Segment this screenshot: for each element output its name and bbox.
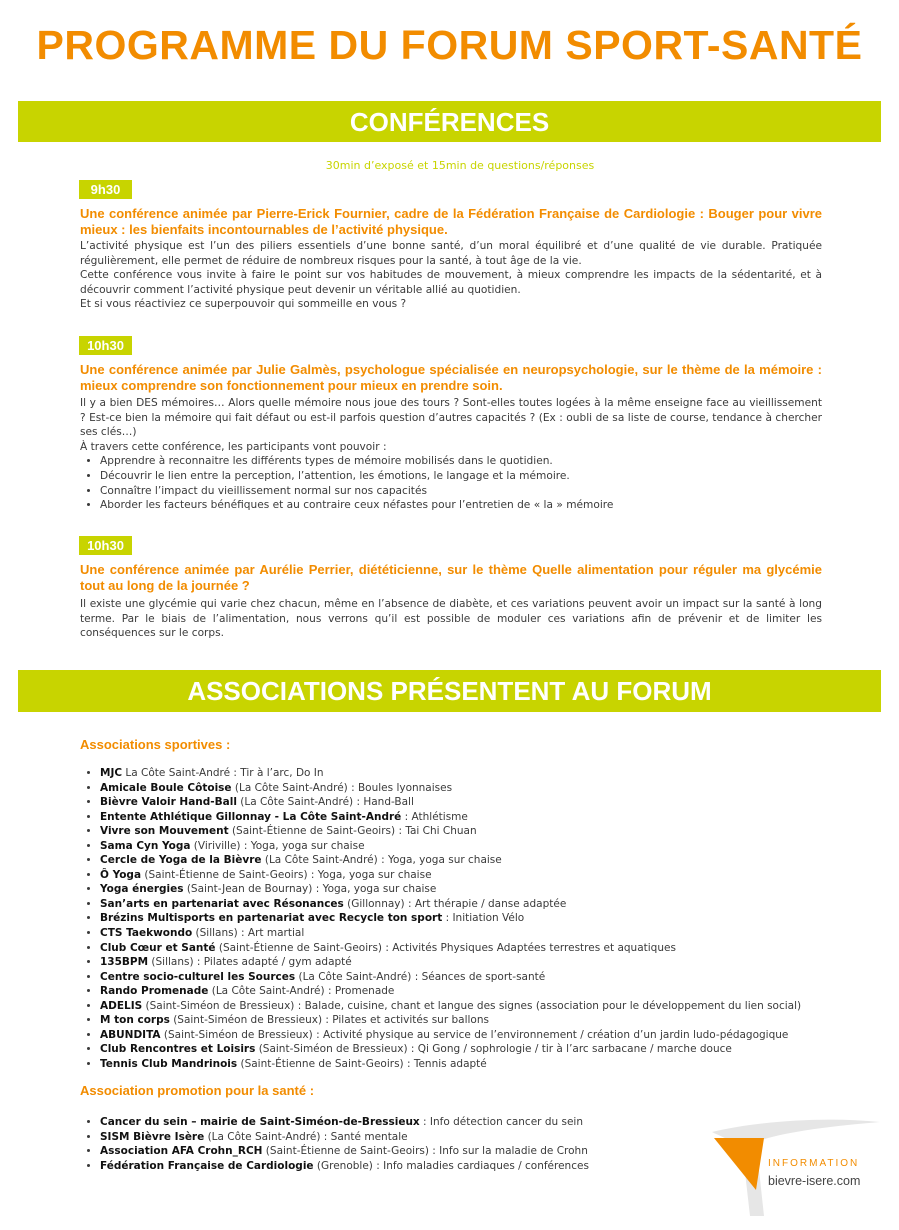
association-item (100, 1028, 880, 1043)
association-name: 135BPM (100, 956, 149, 969)
association-detail: (Saint-Siméon de Bressieux) : Activité physique au service de l’environnement / création d’un jardin ludo-pédagogique (160, 1028, 789, 1041)
time-badge: 10h30 (79, 536, 132, 555)
association-detail: (Saint-Étienne de Saint-Geoirs) : Tennis adapté (237, 1057, 487, 1070)
association-item (100, 868, 880, 883)
list-item: • Apprendre à reconnaitre les différents types de mémoire mobilisés dans le quotidien. (100, 454, 822, 469)
association-name: Club Rencontres et Loisirs (100, 1043, 256, 1056)
conference-description (80, 597, 822, 641)
association-name: ABUNDITA (100, 1028, 161, 1041)
association-item (100, 824, 880, 839)
sport-associations-title: Associations sportives : (80, 737, 231, 752)
association-detail: : Info détection cancer du sein (419, 1116, 583, 1128)
conferences-heading: CONFÉRENCES (18, 101, 881, 142)
association-name: Club Cœur et Santé (100, 941, 216, 954)
association-detail: (Saint-Étienne de Saint-Geoirs) : Activités Physiques Adaptées terrestres et aquatiques (215, 941, 676, 954)
association-detail: (Sillans) : Pilates adapté / gym adapté (148, 956, 352, 969)
bullet-list (80, 454, 822, 512)
association-name: Fédération Française de Cardiologie (100, 1159, 314, 1172)
association-detail: : Initiation Vélo (442, 912, 525, 925)
association-name: Cancer du sein – mairie de Saint-Siméon-de-Bressieux (100, 1116, 420, 1128)
association-detail: (La Côte Saint-André) : Yoga, yoga sur chaise (261, 854, 502, 867)
association-name: Bièvre Valoir Hand-Ball (100, 796, 237, 809)
association-name: Cercle de Yoga de la Bièvre (100, 854, 262, 867)
conference-headline: Une conférence animée par Aurélie Perrier, diététicienne, sur le thème Quelle alimentation pour réguler ma glycémie tout au long de la journée ? (80, 562, 822, 593)
association-item (100, 1042, 880, 1057)
time-badge: 10h30 (79, 336, 132, 355)
association-detail: (Saint-Jean de Bournay) : Yoga, yoga sur chaise (183, 883, 437, 896)
association-detail: (Saint-Étienne de Saint-Geoirs) : Tai Chi Chuan (228, 825, 477, 838)
association-detail: (Saint-Étienne de Saint-Geoirs) : Info sur la maladie de Crohn (262, 1145, 588, 1158)
information-logo (712, 1118, 882, 1218)
association-name: M ton corps (100, 1014, 170, 1027)
association-detail: (Saint-Siméon de Bressieux) : Balade, cuisine, chant et langue des signes (association pour le développement du lien social) (142, 999, 802, 1012)
association-name: Sama Cyn Yoga (100, 839, 191, 852)
association-detail: (Viriville) : Yoga, yoga sur chaise (190, 839, 365, 852)
association-name: San’arts en partenariat avec Résonances (100, 897, 344, 910)
association-item (100, 911, 880, 926)
association-name: Yoga énergies (100, 883, 184, 896)
association-name: Ô Yoga (100, 868, 142, 881)
association-name: Tennis Club Mandrinois (100, 1057, 238, 1070)
association-detail: (La Côte Saint-André) : Hand-Ball (236, 796, 414, 809)
association-detail: (Grenoble) : Info maladies cardiaques / conférences (313, 1159, 589, 1172)
list-item: • Aborder les facteurs bénéfiques et au contraire ceux néfastes pour l’entretien de « la » mémoire (100, 498, 822, 513)
time-badge: 9h30 (79, 180, 132, 199)
association-detail: (La Côte Saint-André) : Santé mentale (204, 1130, 408, 1143)
association-item (100, 926, 880, 941)
association-detail: : Athlétisme (401, 810, 468, 823)
association-item (100, 970, 880, 985)
paragraph: Cette conférence vous invite à faire le point sur vos habitudes de mouvement, à mieux comprendre les impacts de la sédentarité, et à découvrir comment l’activité physique peut devenir un véritable allié au quotidien. (80, 269, 822, 296)
conference-headline: Une conférence animée par Pierre-Erick Fournier, cadre de la Fédération Française de Cardiologie : Bouger pour vivre mieux : les bienfaits incontournables de l’activité physique. (80, 206, 822, 237)
website-link[interactable]: bievre-isere.com (768, 1174, 861, 1188)
conference-headline: Une conférence animée par Julie Galmès, psychologue spécialisée en neuropsychologie, sur le thème de la mémoire : mieux comprendre son fonctionnement pour mieux en prendre soin. (80, 362, 822, 393)
paragraph: À travers cette conférence, les participants vont pouvoir : (80, 440, 387, 453)
conference-description (80, 396, 822, 513)
paragraph: L’activité physique est l’un des piliers essentiels d’une bonne santé, d’un moral équilibré et d’une qualité de vie durable. Pratiquée régulièrement, elle permet de réduire de nombreux risques pour la santé, à tout âge de la vie. (80, 240, 822, 267)
list-item: • Connaître l’impact du vieillissement normal sur nos capacités (100, 484, 822, 499)
paragraph: Il y a bien DES mémoires… Alors quelle mémoire nous joue des tours ? Sont-elles toutes logées à la même enseigne face au vieillissement ? Est-ce bien la mémoire qui fait défaut ou est-il parfois question d’autres capacités ? (Ex : oubli de sa liste de course, tendance à chercher ses clés…) (80, 397, 822, 439)
page-title: PROGRAMME DU FORUM SPORT-SANTÉ (36, 22, 863, 68)
association-name: ADELIS (100, 999, 143, 1012)
association-name: SISM Bièvre Isère (100, 1130, 205, 1143)
logo-label: INFORMATION (768, 1158, 860, 1169)
association-item (100, 999, 880, 1014)
association-name: Entente Athlétique Gillonnay - La Côte Saint-André (100, 810, 402, 823)
association-name: Brézins Multisports en partenariat avec Recycle ton sport (100, 912, 443, 925)
association-detail: (Saint-Étienne de Saint-Geoirs) : Yoga, yoga sur chaise (141, 868, 432, 881)
association-item (100, 897, 880, 912)
association-detail: (La Côte Saint-André) : Séances de sport-santé (295, 970, 546, 983)
association-item (100, 853, 880, 868)
sport-associations-list (80, 766, 880, 1071)
association-name: CTS Taekwondo (100, 927, 193, 940)
association-item (100, 941, 880, 956)
association-detail: (Saint-Siméon de Bressieux) : Qi Gong / sophrologie / tir à l’arc sarbacane / marche douce (255, 1043, 732, 1056)
association-item (100, 984, 880, 999)
conference-description (80, 239, 822, 312)
association-item (100, 810, 880, 825)
paragraph: Il existe une glycémie qui varie chez chacun, même en l’absence de diabète, et ces variations peuvent avoir un impact sur la santé à long terme. Par le biais de l’alimentation, nous verrons qu’il est possible de moduler ces variations afin de prévenir et de limiter les conséquences sur le corps. (80, 598, 822, 640)
association-item (100, 1013, 880, 1028)
association-item (100, 839, 880, 854)
association-name: Vivre son Mouvement (100, 825, 229, 838)
association-item (100, 955, 880, 970)
association-detail: (Saint-Siméon de Bressieux) : Pilates et activités sur ballons (169, 1014, 489, 1027)
association-detail: La Côte Saint-André : Tir à l’arc, Do In (122, 767, 324, 779)
association-detail: (La Côte Saint-André) : Boules lyonnaises (231, 781, 453, 794)
association-detail: (Gillonnay) : Art thérapie / danse adaptée (343, 897, 567, 910)
association-name: Amicale Boule Côtoise (100, 781, 232, 794)
health-associations-title: Association promotion pour la santé : (80, 1083, 315, 1098)
paragraph: Et si vous réactiviez ce superpouvoir qui sommeille en vous ? (80, 298, 407, 311)
association-detail: (Sillans) : Art martial (192, 927, 305, 940)
association-item (100, 882, 880, 897)
association-item (100, 766, 880, 781)
association-item (100, 781, 880, 796)
list-item: • Découvrir le lien entre la perception, l’attention, les émotions, le langage et la mémoire. (100, 469, 822, 484)
association-name: Rando Promenade (100, 985, 209, 998)
associations-heading: ASSOCIATIONS PRÉSENTENT AU FORUM (18, 670, 881, 712)
association-name: Association AFA Crohn_RCH (100, 1145, 263, 1158)
association-name: Centre socio-culturel les Sources (100, 970, 296, 983)
association-name: MJC (100, 767, 123, 779)
association-detail: (La Côte Saint-André) : Promenade (208, 985, 395, 998)
association-item (100, 1057, 880, 1072)
association-item (100, 795, 880, 810)
conferences-subtitle: 30min d’exposé et 15min de questions/réponses (325, 159, 595, 172)
